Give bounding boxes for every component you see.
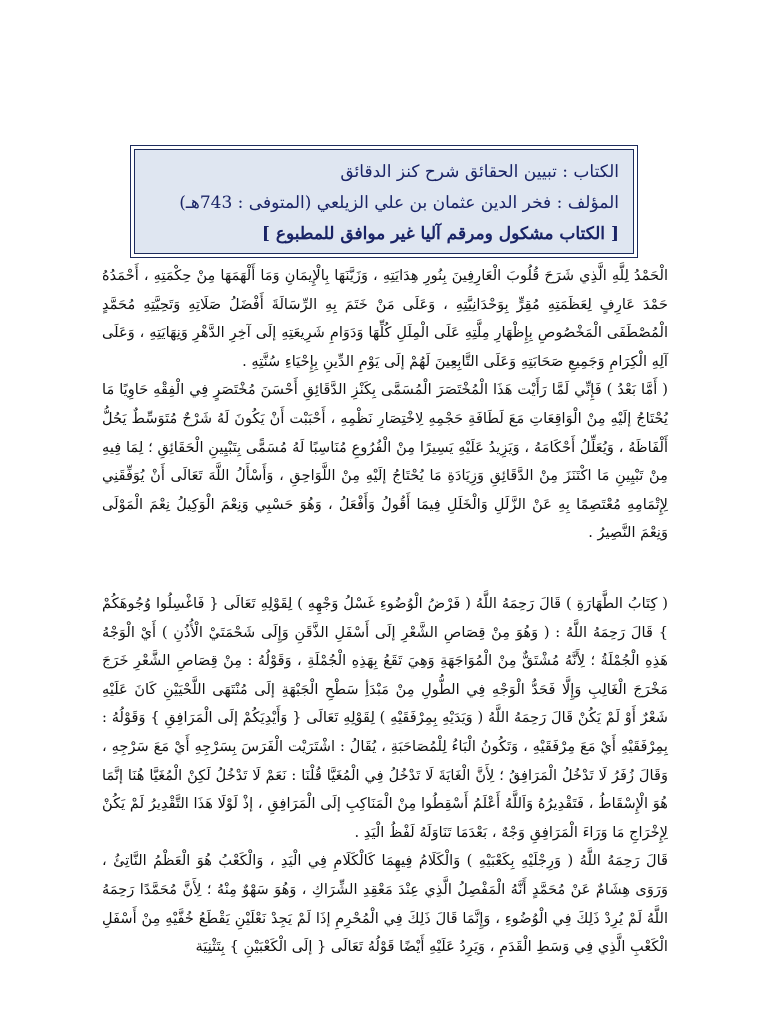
introduction-paragraph-2: ( أَمَّا بَعْدُ ) فَإِنِّي لَمَّا رَأَيْت هَذَا الْمُخْتَصَرَ الْمُسَمَّى بِكَنْزِ الدَّقَائِقِ أَحْسَنَ مُخْتَصَرٍ فِي الْفِقْهِ حَاوِيًا مَا يُحْتَاجُ إلَيْهِ مِنْ الْوَاقِعَاتِ مَعَ لَطَافَةِ حَجْمِهِ لِاخْتِصَارِ نَظْمِهِ ، أَحْبَبْت أَنْ يَكُونَ لَهُ شَرْحٌ مُتَوَسِّطٌ يَحُلُّ أَلْفَاظَهُ ، وَيُعَلِّلُ أَحْكَامَهُ ، وَيَزِيدُ عَلَيْهِ يَسِيرًا مِنْ الْفُرُوعِ مُنَاسِبًا لَهُ مُسَمًّى بِتَبْيِينِ الْحَقَائِقِ ؛ لِمَا فِيهِ مِنْ تَبْيِينِ مَا اكْتَنَزَ مِنْ الدَّقَائِقِ وَزِيَادَةِ مَا يُحْتَاجُ إلَيْهِ مِنْ اللَّوَاحِقِ ، وَأَسْأَلُ اللَّهَ تَعَالَى أَنْ يُوَفِّقَنِي لِإِتْمَامِهِ مُعْتَصِمًا بِهِ عَنْ الزَّلَلِ وَالْخَلَلِ فِيمَا أَقُولُ وَأَفْعَلُ ، وَهُوَ حَسْبِي وَنِعْمَ الْوَكِيلُ نِعْمَ الْمَوْلَى وَنِعْمَ النَّصِيرُ .	[102, 381, 668, 542]
introduction-paragraph-1: الْحَمْدُ لِلَّهِ الَّذِي شَرَحَ قُلُوبَ الْعَارِفِينَ بِنُورِ هِدَايَتِهِ ، وَزَيَّنَهَا بِالْإِيمَانِ وَمَا أَلْهَمَهَا مِنْ حِكْمَتِهِ ، أَحْمَدُهُ حَمْدَ عَارِفٍ لِعَظَمَتِهِ مُقِرٍّ بِوَحْدَانِيَّتِهِ ، وَعَلَى مَنْ خَتَمَ بِهِ الرِّسَالَةَ أَفْضَلُ صَلَاتِهِ وَتَحِيَّتِهِ مُحَمَّدٍ الْمُصْطَفَى الْمَخْصُوصِ بِإِظْهَارِ مِلَّتِهِ عَلَى الْمِلَلِ كُلِّهَا وَدَوَامِ شَرِيعَتِهِ إلَى آخِرِ الدَّهْرِ وَنِهَايَتِهِ ، وَعَلَى آلِهِ الْكِرَامِ وَجَمِيعِ صَحَابَتِهِ وَعَلَى التَّابِعِينَ لَهُمْ إلَى يَوْمِ الدِّينِ بِإِحْيَاءِ سُنَّتِهِ .	[102, 267, 668, 370]
chapter-paragraph-1: ( كِتَابُ الطَّهَارَةِ ) قَالَ رَحِمَهُ اللَّهُ ( فَرْضُ الْوُضُوءِ غَسْلُ وَجْهِهِ ) لِقَوْلِهِ تَعَالَى { فَاغْسِلُوا وُجُوهَكُمْ } قَالَ رَحِمَهُ اللَّهُ : ( وَهُوَ مِنْ قِصَاصِ الشَّعْرِ إلَى أَسْفَلِ الذَّقَنِ وَإِلَى شَحْمَتَيْ الْأُذُنِ ) أَيْ الْوَجْهُ هَذِهِ الْجُمْلَةُ ؛ لِأَنَّهُ مُشْتَقٌّ مِنْ الْمُوَاجَهَةِ وَهِيَ تَقَعُ بِهَذِهِ الْجُمْلَةِ ، وَقَوْلُهُ : مِنْ قِصَاصِ الشَّعْرِ خَرَجَ مَخْرَجَ الْغَالِبِ وَإِلَّا فَحَدُّ الْوَجْهِ فِي الطُّولِ مِنْ مَبْدَأِ سَطْحِ الْجَبْهَةِ إلَى مُنْتَهَى اللَّحْيَيْنِ كَانَ عَلَيْهِ شَعْرٌ أَوْ لَمْ يَكُنْ قَالَ رَحِمَهُ اللَّهُ ( وَيَدَيْهِ بِمِرْفَقَيْهِ ) لِقَوْلِهِ تَعَالَى { وَأَيْدِيَكُمْ إلَى الْمَرَافِقِ } وَقَوْلُهُ : بِمِرْفَقَيْهِ أَيْ مَعَ مِرْفَقَيْهِ ، وَتَكُونُ الْبَاءُ لِلْمُصَاحَبَةِ ، يُقَالُ : اشْتَرَيْت الْفَرَسَ بِسَرْجِهِ أَيْ مَعَ سَرْجِهِ ، وَقَالَ زُفَرُ لَا تَدْخُلُ الْمَرَافِقُ ؛ لِأَنَّ الْغَايَةَ لَا تَدْخُلُ فِي الْمُغَيَّا قُلْنَا : نَعَمْ لَا تَدْخُلُ لَكِنْ الْمُغَيَّا هُنَا إنَّمَا هُوَ الْإِسْقَاطُ ، فَتَقْدِيرُهُ وَاَللَّهُ أَعْلَمُ أَسْقِطُوا مِنْ الْمَنَاكِبِ إلَى الْمَرَافِقِ ، إذْ لَوْلَا هَذَا التَّقْدِيرُ لَمْ يَكُنْ لِإِخْرَاجِ مَا وَرَاءَ الْمَرَافِقِ وَجْهٌ ، بَعْدَمَا تَنَاوَلَهُ لَفْظُ الْيَدِ .	[102, 595, 668, 841]
book-info-panel	[134, 149, 634, 254]
book-title-line: الكتاب : تبيين الحقائق شرح كنز الدقائق	[340, 162, 619, 182]
purification-chapter-section	[102, 590, 668, 962]
chapter-paragraph-2: قَالَ رَحِمَهُ اللَّهُ ( وَرِجْلَيْهِ بِكَعْبَيْهِ ) وَالْكَلَامُ فِيهِمَا كَالْكَلَامِ فِي الْيَدِ ، وَالْكَعْبُ هُوَ الْعَظْمُ النَّاتِئُ ، وَرَوَى هِشَامٌ عَنْ مُحَمَّدٍ أَنَّهُ الْمَفْصِلُ الَّذِي عِنْدَ مَعْقِدِ الشِّرَاكِ ، وَهُوَ سَهْوٌ مِنْهُ ؛ لِأَنَّ مُحَمَّدًا رَحِمَهُ اللَّهُ لَمْ يُرِدْ ذَلِكَ فِي الْوُضُوءِ ، وَإِنَّمَا قَالَ ذَلِكَ فِي الْمُحْرِمِ إذَا لَمْ يَجِدْ نَعْلَيْنِ يَقْطَعُ خُفَّيْهِ مِنْ أَسْفَلِ الْكَعْبِ الَّذِي فِي وَسَطِ الْقَدَمِ ، وَيَرِدُ عَلَيْهِ أَيْضًا قَوْلُهُ تَعَالَى { إلَى الْكَعْبَيْنِ } بِتَثْنِيَة	[102, 852, 668, 956]
edition-note-line: [ الكتاب مشكول ومرقم آليا غير موافق للمطبوع ]	[261, 224, 619, 244]
author-line: المؤلف : فخر الدين عثمان بن علي الزيلعي (المتوفى : 743هـ)	[179, 193, 619, 213]
book-info-box	[130, 145, 638, 258]
introduction-section	[102, 262, 668, 548]
